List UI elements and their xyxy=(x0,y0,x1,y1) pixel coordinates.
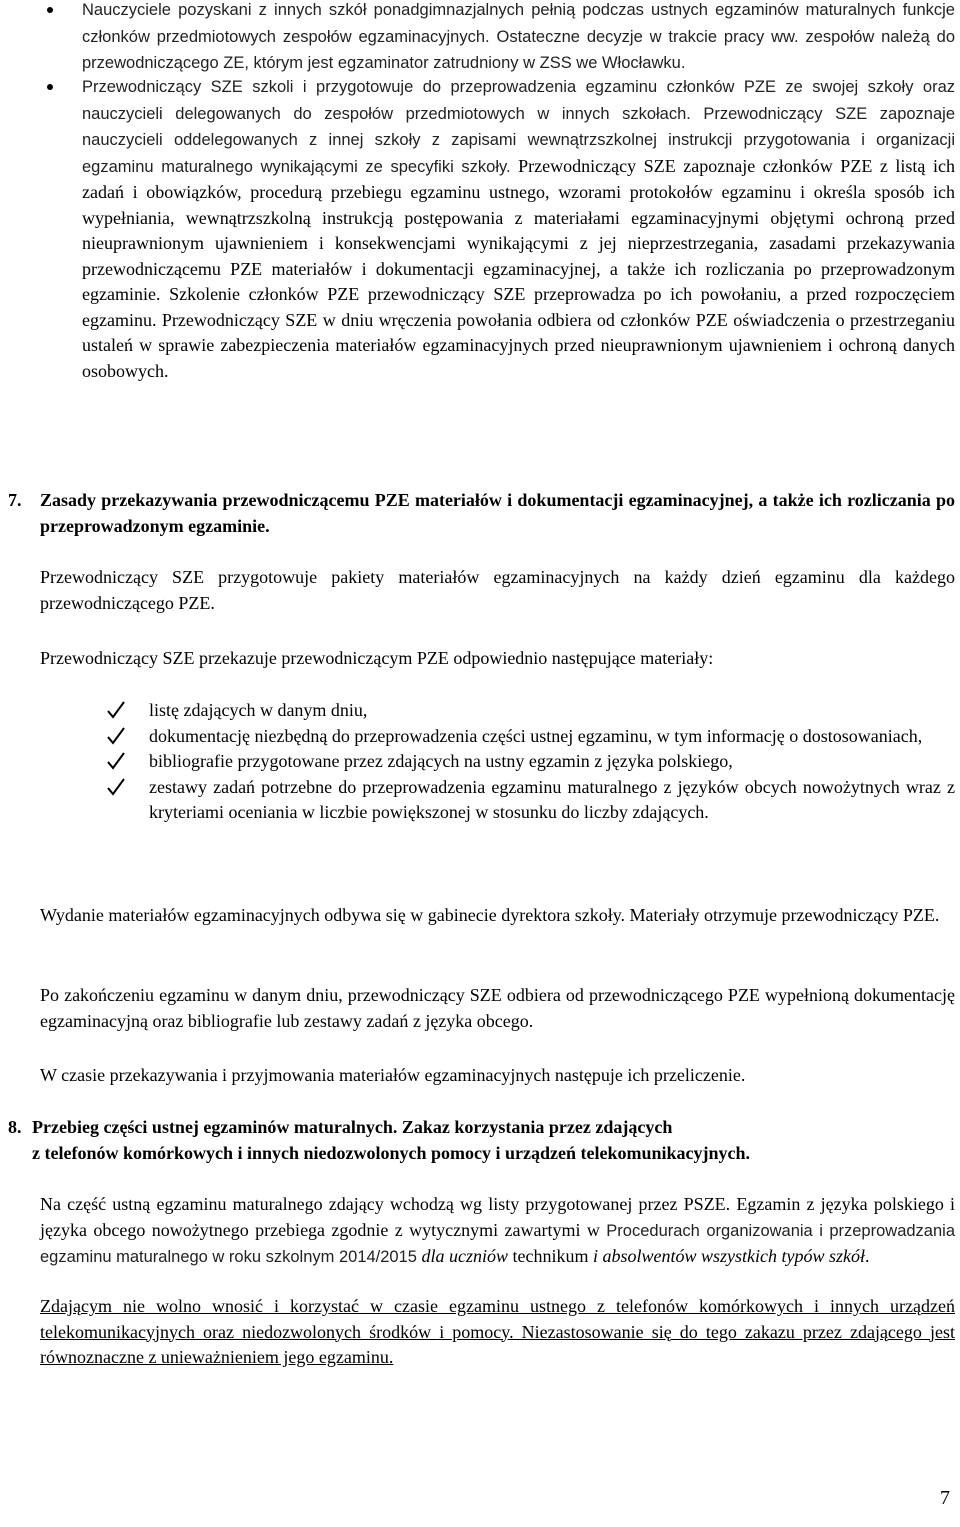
checklist-item-text: bibliografie przygotowane przez zdających na ustny egzamin z języka polskiego, xyxy=(149,751,733,771)
paragraph-text-italic: i absolwentów wszystkich typów szkół xyxy=(592,1246,865,1266)
bullet-dot-icon xyxy=(47,84,53,90)
section-8-paragraph-2: Zdającym nie wolno wnosić i korzystać w czasie egzaminu ustnego z telefonów komórkowych i innych urządzeń telekomunikacyjnych oraz niedozwolonych środków i pomocy. Niezastosowanie się do tego zakazu przez zdającego jest równoznaczne z unieważnieniem jego egzaminu. xyxy=(40,1296,955,1367)
checklist-item xyxy=(149,749,955,775)
section-7-heading xyxy=(8,488,955,539)
section-7-paragraph-3: Wydanie materiałów egzaminacyjnych odbywa się w gabinecie dyrektora szkoły. Materiały otrzymuje przewodniczący PZE. xyxy=(40,905,940,925)
section-number: 7. xyxy=(8,490,22,510)
paragraph-text: . xyxy=(864,1246,870,1266)
bullet-list xyxy=(82,0,955,384)
checkmark-icon xyxy=(107,700,125,720)
checkmark-icon xyxy=(107,726,125,746)
section-7-paragraph-4: Po zakończeniu egzaminu w danym dniu, przewodniczący SZE odbiera od przewodniczącego PZE wypełnioną dokumentację egzaminacyjną oraz bibliografie lub zestawy zadań z języka obcego. xyxy=(40,985,955,1031)
section-8-paragraph-1 xyxy=(40,1192,955,1271)
paragraph-text: Na część ustną egzaminu maturalnego zdający wchodzą wg listy przygotowanej przez PSZE. Egzamin z języka polskiego i języka obcego nowożytnego przebiega zgodnie z wytycznymi zawartymi w xyxy=(40,1194,955,1240)
checklist-item xyxy=(149,775,955,826)
checklist-item xyxy=(149,724,955,750)
checklist-item-text: listę zdających w danym dniu, xyxy=(149,700,368,720)
section-7-paragraph-2: Przewodniczący SZE przekazuje przewodniczącym PZE odpowiednio następujące materiały: xyxy=(40,648,714,668)
section-number: 8. xyxy=(8,1117,22,1137)
bullet-item-1 xyxy=(82,0,955,74)
checkmark-icon xyxy=(107,751,125,771)
section-7-paragraph-5: W czasie przekazywania i przyjmowania materiałów egzaminacyjnych następuje ich przeliczenie. xyxy=(40,1065,746,1085)
bullet-text: Przewodniczący SZE szkoli i przygotowuje do przeprowadzenia egzaminu członków PZE ze swojej szkoły oraz nauczycieli delegowanych do zespołów przedmiotowych w innych szkołach. xyxy=(82,78,955,123)
checklist-item xyxy=(149,698,955,724)
paragraph-text-italic: dla uczniów xyxy=(421,1246,508,1266)
paragraph-text: technikum xyxy=(507,1246,593,1266)
checklist-item-text: zestawy zadań potrzebne do przeprowadzenia egzaminu maturalnego z języków obcych nowożytnych wraz z kryteriami oceniania w liczbie powiększonej w stosunku do liczby zdających. xyxy=(149,776,955,822)
bullet-dot-icon xyxy=(47,7,53,13)
bullet-continuation: Przewodniczący SZE zapoznaje nauczycieli oddelegowanych z innej szkoły z zapisami wewnątrzszkolnej instrukcji przygotowania i organizacji egzaminu maturalnego wynikającymi ze specyfiki szkoły. xyxy=(82,104,955,176)
page-number: 7 xyxy=(940,1487,950,1509)
section-7-paragraph-1: Przewodniczący SZE przygotowuje pakiety materiałów egzaminacyjnych na każdy dzień egzaminu dla każdego przewodniczącego PZE. xyxy=(40,567,955,613)
checklist-item-text: dokumentację niezbędną do przeprowadzenia części ustnej egzaminu, w tym informację o dostosowaniach, xyxy=(149,725,923,746)
section-8-heading xyxy=(8,1115,955,1166)
materials-checklist xyxy=(149,698,955,826)
procedures-title: Procedurach organizowania i przeprowadzania egzaminu maturalnego w roku szkolnym 2014/2015 xyxy=(40,1221,955,1266)
checkmark-icon xyxy=(107,777,125,797)
bullet-item-2 xyxy=(82,74,955,384)
section-title: Zasady przekazywania przewodniczącemu PZE materiałów i dokumentacji egzaminacyjnej, a także ich rozliczania po przeprowadzonym egzaminie. xyxy=(40,490,955,536)
bullet-text: Nauczyciele pozyskani z innych szkół ponadgimnazjalnych pełnią podczas ustnych egzaminów maturalnych funkcje członków przedmiotowych zespołów egzaminacyjnych. Ostateczne decyzje w trakcie pracy ww. zespołów należą do przewodniczącego ZE, którym jest egzaminator zatrudniony w ZSS we Włocławku. xyxy=(82,1,955,72)
section-title-line-2: z telefonów komórkowych i innych niedozwolonych pomocy i urządzeń telekomunikacyjnych. xyxy=(32,1142,750,1163)
bullet-rest: Przewodniczący SZE zapoznaje członków PZE z listą ich zadań i obowiązków, procedurą przebiegu egzaminu ustnego, wzorami protokołów egzaminu i określa sposób ich wypełniania, wewnątrzszkolną instrukcją postępowania z materiałami egzaminacyjnymi objętymi ochroną przed nieuprawnionym ujawnieniem i konsekwencjami wynikającymi z jej nieprzestrzegania, zasadami przekazywania przewodniczącemu PZE materiałów i dokumentacji egzaminacyjnej, a także ich rozliczania po przeprowadzonym egzaminie. Szkolenie członków PZE przewodniczący SZE przeprowadza po ich powołaniu, a przed rozpoczęciem egzaminu. Przewodniczący SZE w dniu wręczenia powołania odbiera od członków PZE oświadczenia o przestrzeganiu ustaleń w sprawie zabezpieczenia materiałów egzaminacyjnych przed nieuprawnionym ujawnieniem i ochroną danych osobowych. xyxy=(82,155,955,381)
section-title-line-1: Przebieg części ustnej egzaminów maturalnych. Zakaz korzystania przez zdających xyxy=(32,1117,673,1137)
